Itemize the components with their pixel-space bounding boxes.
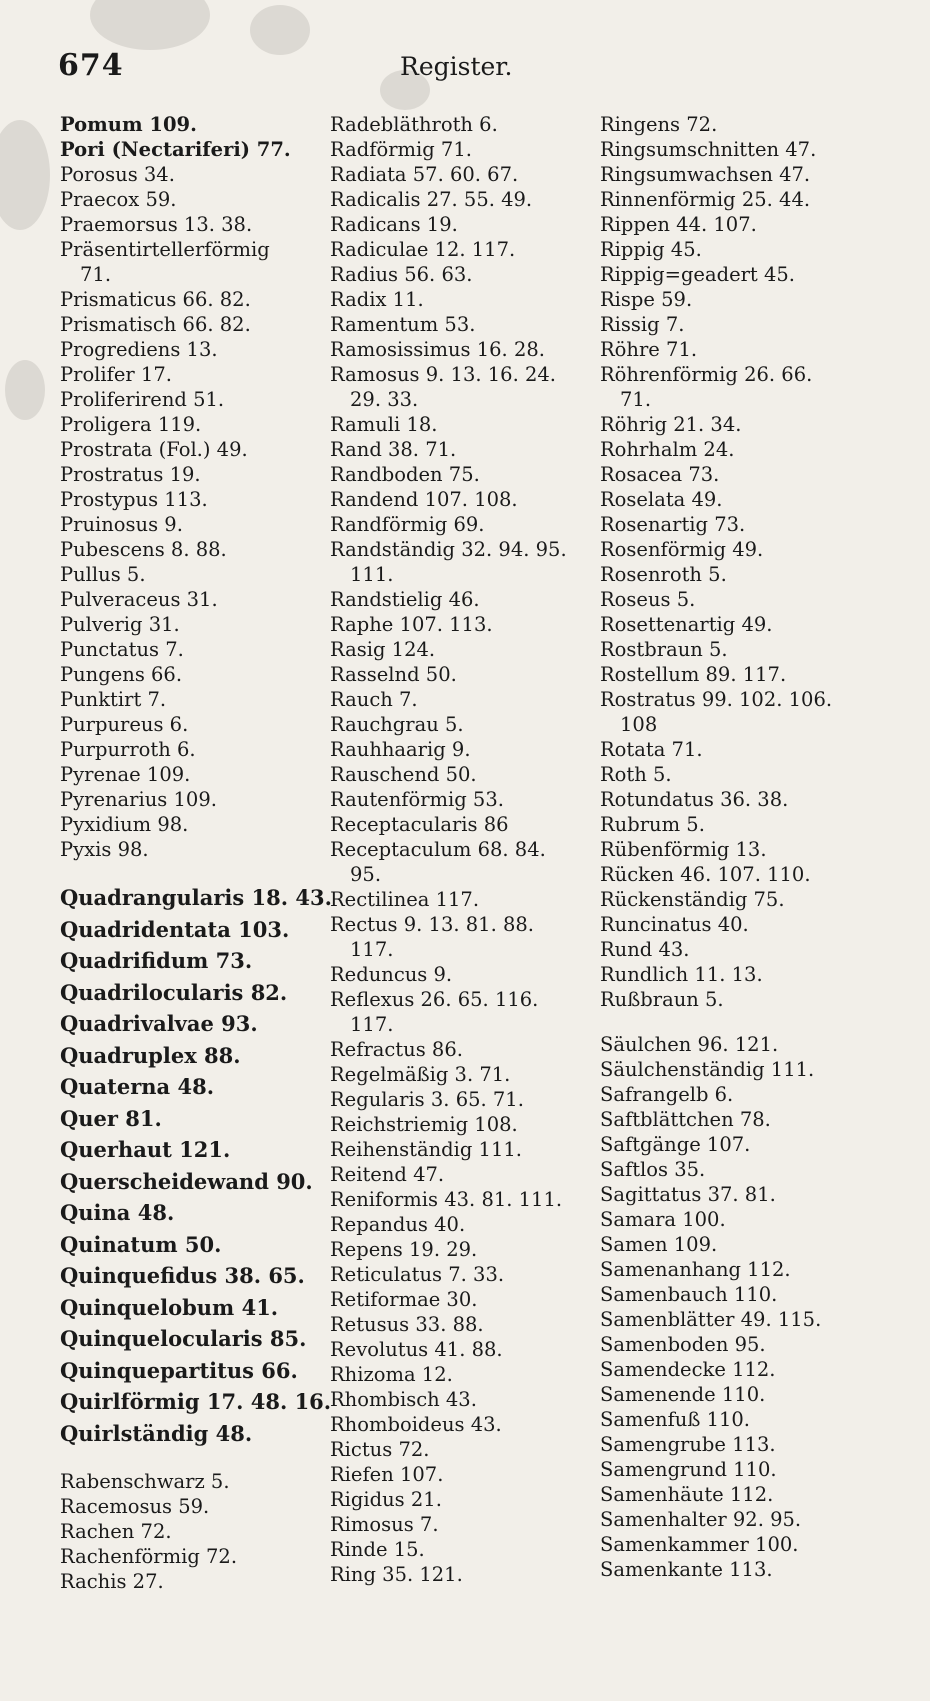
index-entry: Rasig 124. xyxy=(330,638,436,661)
index-entry: Reniformis 43. 81. 111. xyxy=(330,1188,563,1211)
index-entry: Rosenartig 73. xyxy=(600,513,746,536)
index-entry: Pori (Nectariferi) 77. xyxy=(60,138,291,161)
index-entry: Roth 5. xyxy=(600,763,672,786)
index-entry: Proliferirend 51. xyxy=(60,388,225,411)
index-entry: Runcinatus 40. xyxy=(600,913,749,936)
index-entry: Pullus 5. xyxy=(60,563,146,586)
index-entry: Prostypus 113. xyxy=(60,488,208,511)
index-entry: Präsentirtellerförmig xyxy=(60,238,270,261)
index-entry: Rachenförmig 72. xyxy=(60,1545,238,1568)
index-entry: Querhaut 121. xyxy=(60,1137,231,1162)
index-entry: Rundlich 11. 13. xyxy=(600,963,763,986)
index-entry: Saftblättchen 78. xyxy=(600,1108,771,1131)
index-entry: Samenkammer 100. xyxy=(600,1533,799,1556)
index-entry: Radix 11. xyxy=(330,288,424,311)
index-entry: Rippen 44. 107. xyxy=(600,213,757,236)
index-entry: Pyxis 98. xyxy=(60,838,149,861)
index-entry: Samenhalter 92. 95. xyxy=(600,1508,802,1531)
index-entry: Rauch 7. xyxy=(330,688,418,711)
index-entry: Rosacea 73. xyxy=(600,463,720,486)
index-entry: Rosenroth 5. xyxy=(600,563,727,586)
index-entry: Quadruplex 88. xyxy=(60,1042,241,1068)
index-entry: Regularis 3. 65. 71. xyxy=(330,1088,524,1111)
foxing-stain xyxy=(90,0,210,50)
index-entry: Quadridentata 103. xyxy=(60,916,290,942)
index-entry: Rhizoma 12. xyxy=(330,1363,453,1386)
foxing-stain xyxy=(0,120,50,230)
index-entry: Ringsumschnitten 47. xyxy=(600,138,817,161)
index-entry: Röhrig 21. 34. xyxy=(600,413,742,436)
index-entry: Proligera 119. xyxy=(60,413,202,436)
index-entry: Purpurroth 6. xyxy=(60,738,196,761)
index-entry: Pruinosus 9. xyxy=(60,513,183,536)
index-entry: Samenhäute 112. xyxy=(600,1483,774,1506)
index-entry: Radförmig 71. xyxy=(330,138,472,161)
index-entry: Samengrube 113. xyxy=(600,1433,776,1456)
index-entry: Randförmig 69. xyxy=(330,513,485,536)
index-entry: Porosus 34. xyxy=(60,163,175,186)
index-entry: Saftlos 35. xyxy=(600,1158,706,1181)
index-entry: Retiformae 30. xyxy=(330,1288,478,1311)
index-entry: Riefen 107. xyxy=(330,1463,444,1486)
index-entry: Safrangelb 6. xyxy=(600,1083,734,1106)
index-entry: Rotata 71. xyxy=(600,738,703,761)
index-entry: Rostellum 89. 117. xyxy=(600,663,787,686)
index-entry-continuation: 71. xyxy=(620,388,652,411)
index-entry: Pyrenae 109. xyxy=(60,763,191,786)
index-entry: Rinde 15. xyxy=(330,1538,425,1561)
index-entry: Quadrilocularis 82. xyxy=(60,979,288,1005)
index-entry: Rauschend 50. xyxy=(330,763,477,786)
index-entry: Rußbraun 5. xyxy=(600,988,724,1011)
index-entry: Rectus 9. 13. 81. 88. xyxy=(330,913,534,936)
index-entry: Receptaculum 68. 84. xyxy=(330,838,546,861)
index-entry: Rispe 59. xyxy=(600,288,693,311)
index-entry: Raphe 107. 113. xyxy=(330,613,493,636)
index-entry: Radius 56. 63. xyxy=(330,263,473,286)
index-entry: Quirlförmig 17. 48. 16. xyxy=(60,1389,332,1414)
index-entry: Quina 48. xyxy=(60,1200,175,1225)
index-entry: Rautenförmig 53. xyxy=(330,788,504,811)
index-entry: Sagittatus 37. 81. xyxy=(600,1183,776,1206)
index-entry: Rinnenförmig 25. 44. xyxy=(600,188,811,211)
index-entry: Quadrifidum 73. xyxy=(60,948,253,973)
page-header xyxy=(0,48,930,88)
index-entry: Quadrangularis 18. 43. xyxy=(60,885,332,910)
index-entry: Reticulatus 7. 33. xyxy=(330,1263,505,1286)
index-entry: Ringens 72. xyxy=(600,113,718,136)
index-entry: Punctatus 7. xyxy=(60,638,184,661)
index-entry: Randstielig 46. xyxy=(330,588,480,611)
index-entry: Prismaticus 66. 82. xyxy=(60,288,251,311)
index-entry: Samenkante 113. xyxy=(600,1558,773,1581)
index-entry: Rotundatus 36. 38. xyxy=(600,788,789,811)
index-entry: Rasselnd 50. xyxy=(330,663,457,686)
index-entry: Repandus 40. xyxy=(330,1213,466,1236)
index-entry: Radicalis 27. 55. 49. xyxy=(330,188,533,211)
index-entry: Quinquelobum 41. xyxy=(60,1294,279,1320)
index-entry: Rachis 27. xyxy=(60,1570,164,1593)
index-entry-continuation: 95. xyxy=(350,863,382,886)
index-entry: Rübenförmig 13. xyxy=(600,838,767,861)
index-entry: Progrediens 13. xyxy=(60,338,218,361)
index-entry: Rhomboideus 43. xyxy=(330,1413,502,1436)
foxing-stain xyxy=(5,360,45,420)
index-entry-continuation: 108 xyxy=(620,713,658,736)
index-entry: Pyrenarius 109. xyxy=(60,788,217,811)
index-entry: Roselata 49. xyxy=(600,488,723,511)
index-entry-continuation: 29. 33. xyxy=(350,388,419,411)
index-entry: Reduncus 9. xyxy=(330,963,453,986)
section-gap xyxy=(60,862,330,882)
index-entry: Radiculae 12. 117. xyxy=(330,238,516,261)
index-entry: Refractus 86. xyxy=(330,1038,463,1061)
index-entry: Querscheidewand 90. xyxy=(60,1168,313,1194)
index-entry: Rosettenartig 49. xyxy=(600,613,773,636)
index-entry: Ring 35. 121. xyxy=(330,1563,463,1586)
index-entry: Pyxidium 98. xyxy=(60,813,189,836)
index-entry: Racemosus 59. xyxy=(60,1495,210,1518)
index-entry: Randend 107. 108. xyxy=(330,488,518,511)
index-entry: Pulverig 31. xyxy=(60,613,180,636)
index-entry: Samenende 110. xyxy=(600,1383,766,1406)
section-gap xyxy=(600,1012,900,1032)
index-entry: Quadrivalvae 93. xyxy=(60,1011,258,1036)
index-entry: Quinatum 50. xyxy=(60,1231,222,1257)
index-entry: Radicans 19. xyxy=(330,213,458,236)
index-entry: Punktirt 7. xyxy=(60,688,167,711)
index-entry: Säulchen 96. 121. xyxy=(600,1033,779,1056)
index-entry: Quaterna 48. xyxy=(60,1074,215,1099)
index-entry: Revolutus 41. 88. xyxy=(330,1338,503,1361)
index-entry: Ringsumwachsen 47. xyxy=(600,163,811,186)
index-column-3 xyxy=(600,112,900,1582)
index-column-2 xyxy=(330,112,598,1587)
index-entry: Samenfuß 110. xyxy=(600,1408,750,1431)
index-entry: Rückenständig 75. xyxy=(600,888,785,911)
index-entry: Prostrata (Fol.) 49. xyxy=(60,438,248,461)
index-entry: Röhrenförmig 26. 66. xyxy=(600,363,813,386)
index-entry: Samendecke 112. xyxy=(600,1358,776,1381)
index-entry: Rippig 45. xyxy=(600,238,702,261)
index-entry-continuation: 71. xyxy=(80,263,112,286)
index-entry: Ramentum 53. xyxy=(330,313,476,336)
index-entry: Quer 81. xyxy=(60,1105,162,1131)
index-entry: Pubescens 8. 88. xyxy=(60,538,227,561)
index-entry: Receptacularis 86 xyxy=(330,813,509,836)
index-entry: Radiata 57. 60. 67. xyxy=(330,163,519,186)
index-entry: Rimosus 7. xyxy=(330,1513,439,1536)
index-entry: Pulveraceus 31. xyxy=(60,588,218,611)
index-entry: Samenblätter 49. 115. xyxy=(600,1308,822,1331)
index-entry: Rabenschwarz 5. xyxy=(60,1470,230,1493)
index-entry: Samenbauch 110. xyxy=(600,1283,778,1306)
index-entry: Rigidus 21. xyxy=(330,1488,442,1511)
index-entry: Pomum 109. xyxy=(60,113,197,136)
index-entry: Samenanhang 112. xyxy=(600,1258,791,1281)
index-entry: Samen 109. xyxy=(600,1233,718,1256)
index-entry: Rectilinea 117. xyxy=(330,888,480,911)
index-entry: Rostbraun 5. xyxy=(600,638,728,661)
index-entry: Säulchenständig 111. xyxy=(600,1058,815,1081)
index-entry: Rund 43. xyxy=(600,938,690,961)
index-entry: Reichstriemig 108. xyxy=(330,1113,518,1136)
index-entry: Rictus 72. xyxy=(330,1438,430,1461)
index-column-1 xyxy=(60,112,330,1594)
page-title: Register. xyxy=(400,52,513,81)
index-entry: Rippig=geadert 45. xyxy=(600,263,795,286)
index-entry: Röhre 71. xyxy=(600,338,698,361)
index-entry: Ramosissimus 16. 28. xyxy=(330,338,545,361)
index-entry: Randständig 32. 94. 95. xyxy=(330,538,567,561)
index-entry: Saftgänge 107. xyxy=(600,1133,751,1156)
index-entry-continuation: 117. xyxy=(350,938,394,961)
index-entry-continuation: 111. xyxy=(350,563,394,586)
index-entry: Reitend 47. xyxy=(330,1163,445,1186)
index-entry-continuation: 117. xyxy=(350,1013,394,1036)
index-entry: Reihenständig 111. xyxy=(330,1138,522,1161)
index-entry: Rachen 72. xyxy=(60,1520,172,1543)
index-entry: Ramosus 9. 13. 16. 24. xyxy=(330,363,556,386)
index-entry: Rohrhalm 24. xyxy=(600,438,735,461)
index-entry: Regelmäßig 3. 71. xyxy=(330,1063,511,1086)
index-entry: Rhombisch 43. xyxy=(330,1388,477,1411)
index-entry: Prismatisch 66. 82. xyxy=(60,313,251,336)
section-gap xyxy=(60,1449,330,1469)
index-entry: Praecox 59. xyxy=(60,188,177,211)
index-entry: Rücken 46. 107. 110. xyxy=(600,863,811,886)
index-entry: Rand 38. 71. xyxy=(330,438,457,461)
index-entry: Rauchgrau 5. xyxy=(330,713,464,736)
index-entry: Purpureus 6. xyxy=(60,713,189,736)
index-entry: Pungens 66. xyxy=(60,663,183,686)
index-entry: Rosenförmig 49. xyxy=(600,538,764,561)
index-entry: Samengrund 110. xyxy=(600,1458,777,1481)
index-entry: Radebläthroth 6. xyxy=(330,113,498,136)
index-entry: Samenboden 95. xyxy=(600,1333,766,1356)
index-entry: Samara 100. xyxy=(600,1208,726,1231)
index-entry: Retusus 33. 88. xyxy=(330,1313,484,1336)
index-entry: Roseus 5. xyxy=(600,588,696,611)
index-entry: Prostratus 19. xyxy=(60,463,201,486)
index-entry: Reflexus 26. 65. 116. xyxy=(330,988,539,1011)
index-entry: Rauhhaarig 9. xyxy=(330,738,471,761)
index-entry: Rissig 7. xyxy=(600,313,685,336)
index-entry: Ramuli 18. xyxy=(330,413,438,436)
index-entry: Quinquefidus 38. 65. xyxy=(60,1263,305,1288)
index-entry: Randboden 75. xyxy=(330,463,480,486)
page-number: 674 xyxy=(58,48,124,83)
index-entry: Quinquepartitus 66. xyxy=(60,1357,298,1383)
index-entry: Quirlständig 48. xyxy=(60,1420,253,1446)
index-entry: Prolifer 17. xyxy=(60,363,172,386)
index-entry: Rostratus 99. 102. 106. xyxy=(600,688,833,711)
index-entry: Praemorsus 13. 38. xyxy=(60,213,253,236)
index-entry: Repens 19. 29. xyxy=(330,1238,478,1261)
index-entry: Quinquelocularis 85. xyxy=(60,1326,307,1351)
index-entry: Rubrum 5. xyxy=(600,813,705,836)
